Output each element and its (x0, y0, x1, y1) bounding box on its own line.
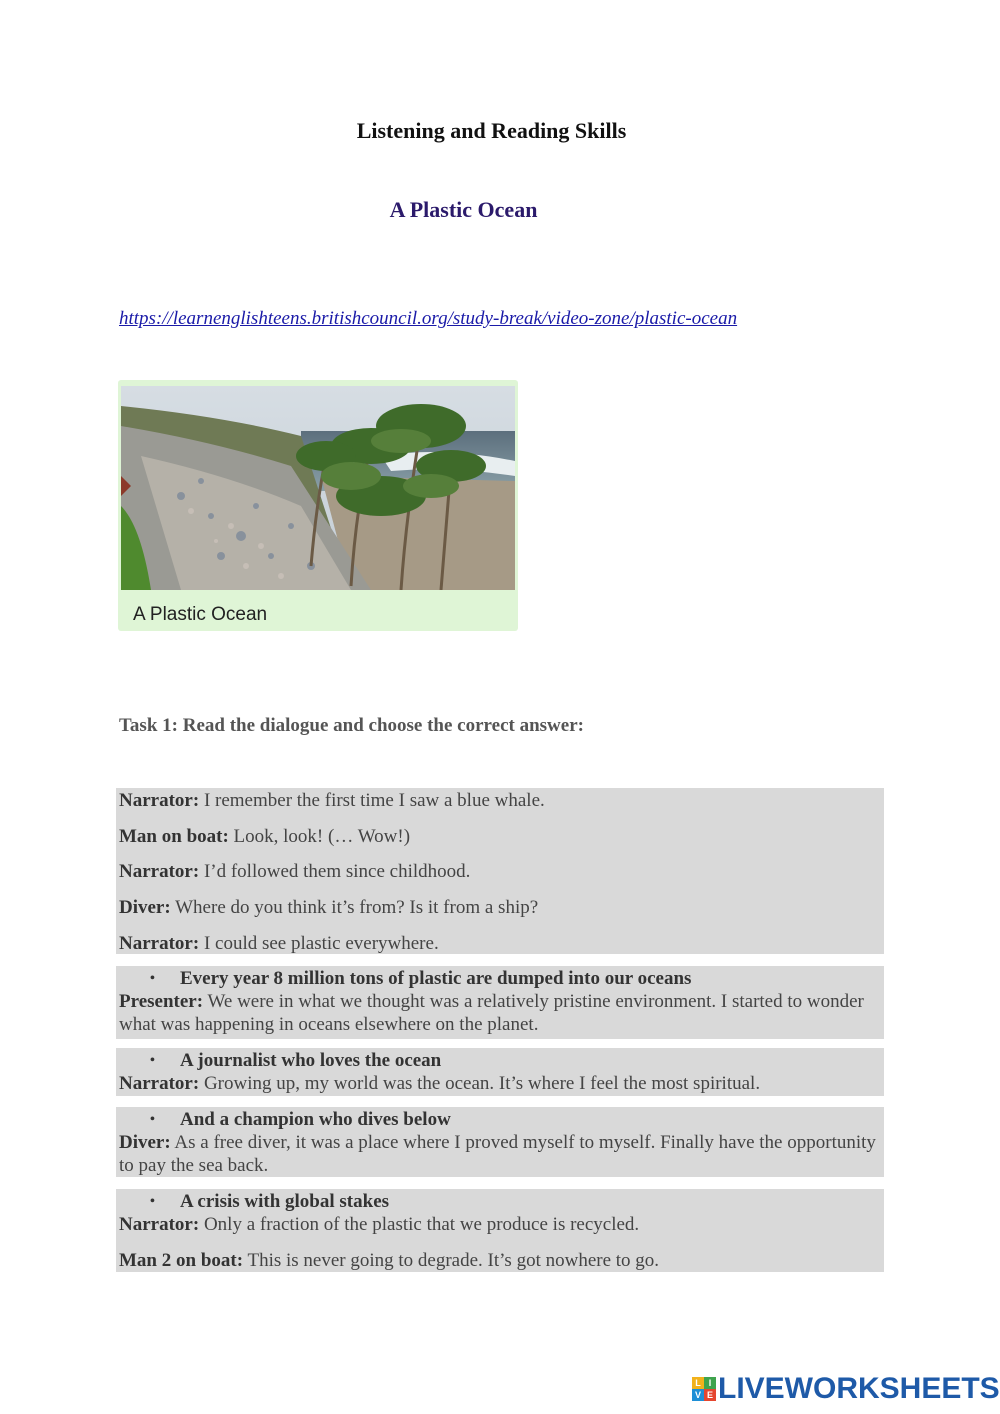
video-thumbnail[interactable] (118, 380, 518, 631)
bullet-icon: • (150, 1112, 155, 1127)
dialogue-line: Narrator: I could see plastic everywhere. (119, 933, 439, 954)
dialogue-block (116, 1107, 884, 1177)
logo-text: LIVEWORKSHEETS (718, 1372, 1000, 1405)
bullet-heading: • A journalist who loves the ocean (150, 1050, 442, 1071)
dialogue-block (116, 788, 884, 954)
bullet-heading: • A crisis with global stakes (150, 1191, 390, 1212)
live-icon: L I V E (692, 1377, 716, 1401)
bullet-icon: • (150, 971, 155, 986)
bullet-icon: • (150, 1053, 155, 1068)
dialogue-line: Man on boat: Look, look! (… Wow!) (119, 826, 411, 847)
page-subtitle: A Plastic Ocean (389, 197, 538, 222)
dialogue-line: Man 2 on boat: This is never going to degrade. It’s got nowhere to go. (119, 1250, 660, 1271)
dialogue-line: Diver: Where do you think it’s from? Is it from a ship? (119, 897, 539, 918)
dialogue-line: Narrator: Growing up, my world was the ocean. It’s where I feel the most spiritual. (119, 1073, 761, 1094)
source-link[interactable]: https://learnenglishteens.britishcouncil.org/study-break/video-zone/plastic-ocean (119, 308, 738, 329)
dialogue-line: Diver: As a free diver, it was a place where I proved myself to myself. Finally have the opportunity to pay the sea back. (119, 1132, 876, 1176)
photo-caption: A Plastic Ocean (133, 604, 268, 625)
dialogue-line: Presenter: We were in what we thought was a relatively pristine environment. I started to wonder what was happening in oceans elsewhere on the planet. (119, 991, 864, 1035)
task-heading: Task 1: Read the dialogue and choose the correct answer: (119, 715, 584, 736)
dialogue-line: Narrator: I remember the first time I saw a blue whale. (119, 790, 545, 811)
dialogue-block (116, 966, 884, 1039)
dialogue-line: Narrator: Only a fraction of the plastic that we produce is recycled. (119, 1214, 640, 1235)
bullet-icon: • (150, 1194, 155, 1209)
dialogue-line: Narrator: I’d followed them since childhood. (119, 861, 471, 882)
bullet-heading: • Every year 8 million tons of plastic are dumped into our oceans (150, 968, 692, 989)
page-title: Listening and Reading Skills (356, 118, 627, 143)
dialogue-block (116, 1189, 884, 1272)
beach-photo (121, 386, 515, 590)
dialogue-block (116, 1048, 884, 1096)
liveworksheets-logo[interactable] (692, 1372, 1000, 1406)
bullet-heading: • And a champion who dives below (150, 1109, 451, 1130)
